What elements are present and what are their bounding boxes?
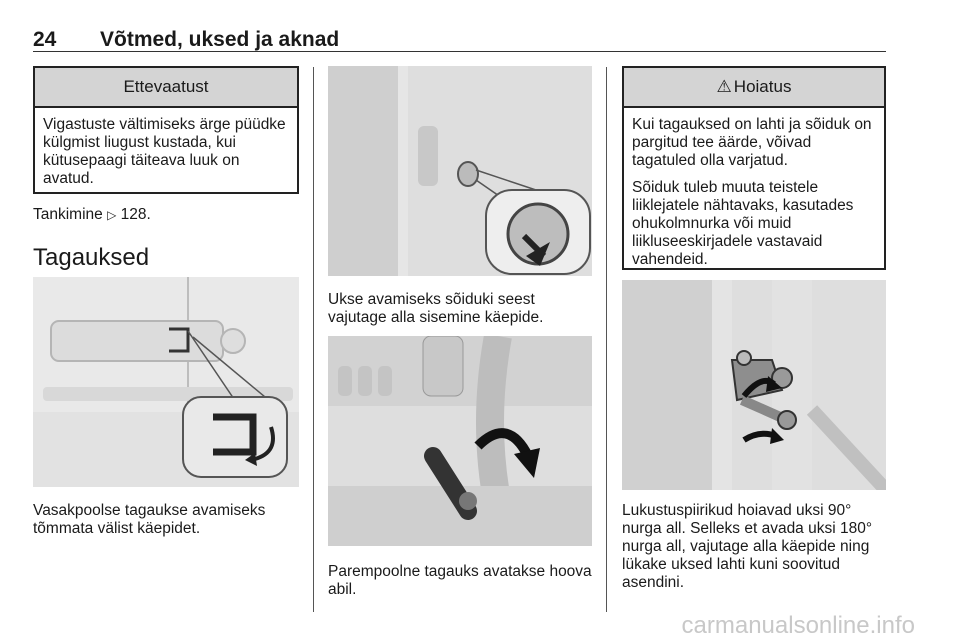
warning-triangle-icon: ⚠: [716, 77, 732, 96]
section-heading: Tagauksed: [33, 244, 150, 271]
warning-paragraph-1: Kui tagauksed on lahti ja sõiduk on pargitud tee äärde, võivad tagatuled olla varjatud.: [632, 116, 872, 169]
door-lever-icon: [328, 336, 592, 546]
caption-outside-handle: Vasakpoolse tagaukse avamiseks tõmmata välist käepidet.: [33, 502, 266, 537]
warning-body: [624, 108, 884, 284]
caution-text: Vigastuste vältimiseks ärge püüdke külgmist liugust kustada, kui kütusepaagi täiteava luuk on avatud.: [43, 116, 286, 187]
column-divider-1: [313, 67, 314, 612]
caution-box: [33, 66, 299, 194]
page-ref-arrow-icon: ▷: [107, 208, 117, 222]
page-header-title: Võtmed, uksed ja aknad: [100, 28, 340, 51]
refuel-reference: [33, 206, 151, 224]
warning-paragraph-2: Sõiduk tuleb muuta teistele liiklejatele nähtavaks, kasutades ohukolmnurka või muid liikluseeskirjadele vastavaid vahendeid.: [632, 179, 854, 268]
watermark-text: carmanualsonline.info: [681, 612, 915, 639]
interior-handle-illustration: [328, 66, 592, 276]
column-divider-2: [606, 67, 607, 612]
refuel-reference-page: 128.: [120, 206, 151, 223]
warning-title: Hoiatus: [733, 77, 792, 96]
lever-illustration: [328, 336, 592, 546]
caution-title: Ettevaatust: [35, 68, 297, 108]
caption-inside-handle: Ukse avamiseks sõiduki seest vajutage alla sisemine käepide.: [328, 291, 544, 326]
warning-header: [624, 68, 884, 108]
rear-door-outside-handle-illustration: [33, 277, 299, 487]
refuel-reference-label: Tankimine: [33, 206, 103, 223]
door-stop-icon: [622, 280, 886, 490]
caption-door-stops: Lukustuspiirikud hoiavad uksi 90° nurga all. Selleks et avada uksi 180° nurga all, vajutage alla käepide ning lükake uksed lahti kuni soovitud asendini.: [622, 502, 873, 591]
rear-door-outside-handle-icon: [33, 277, 299, 487]
door-stop-illustration: [622, 280, 886, 490]
interior-handle-icon: [328, 66, 592, 276]
caption-lever: Parempoolne tagauks avatakse hoova abil.: [328, 563, 592, 598]
header-rule: [33, 51, 886, 52]
page-number: 24: [33, 28, 57, 51]
warning-box: [622, 66, 886, 270]
